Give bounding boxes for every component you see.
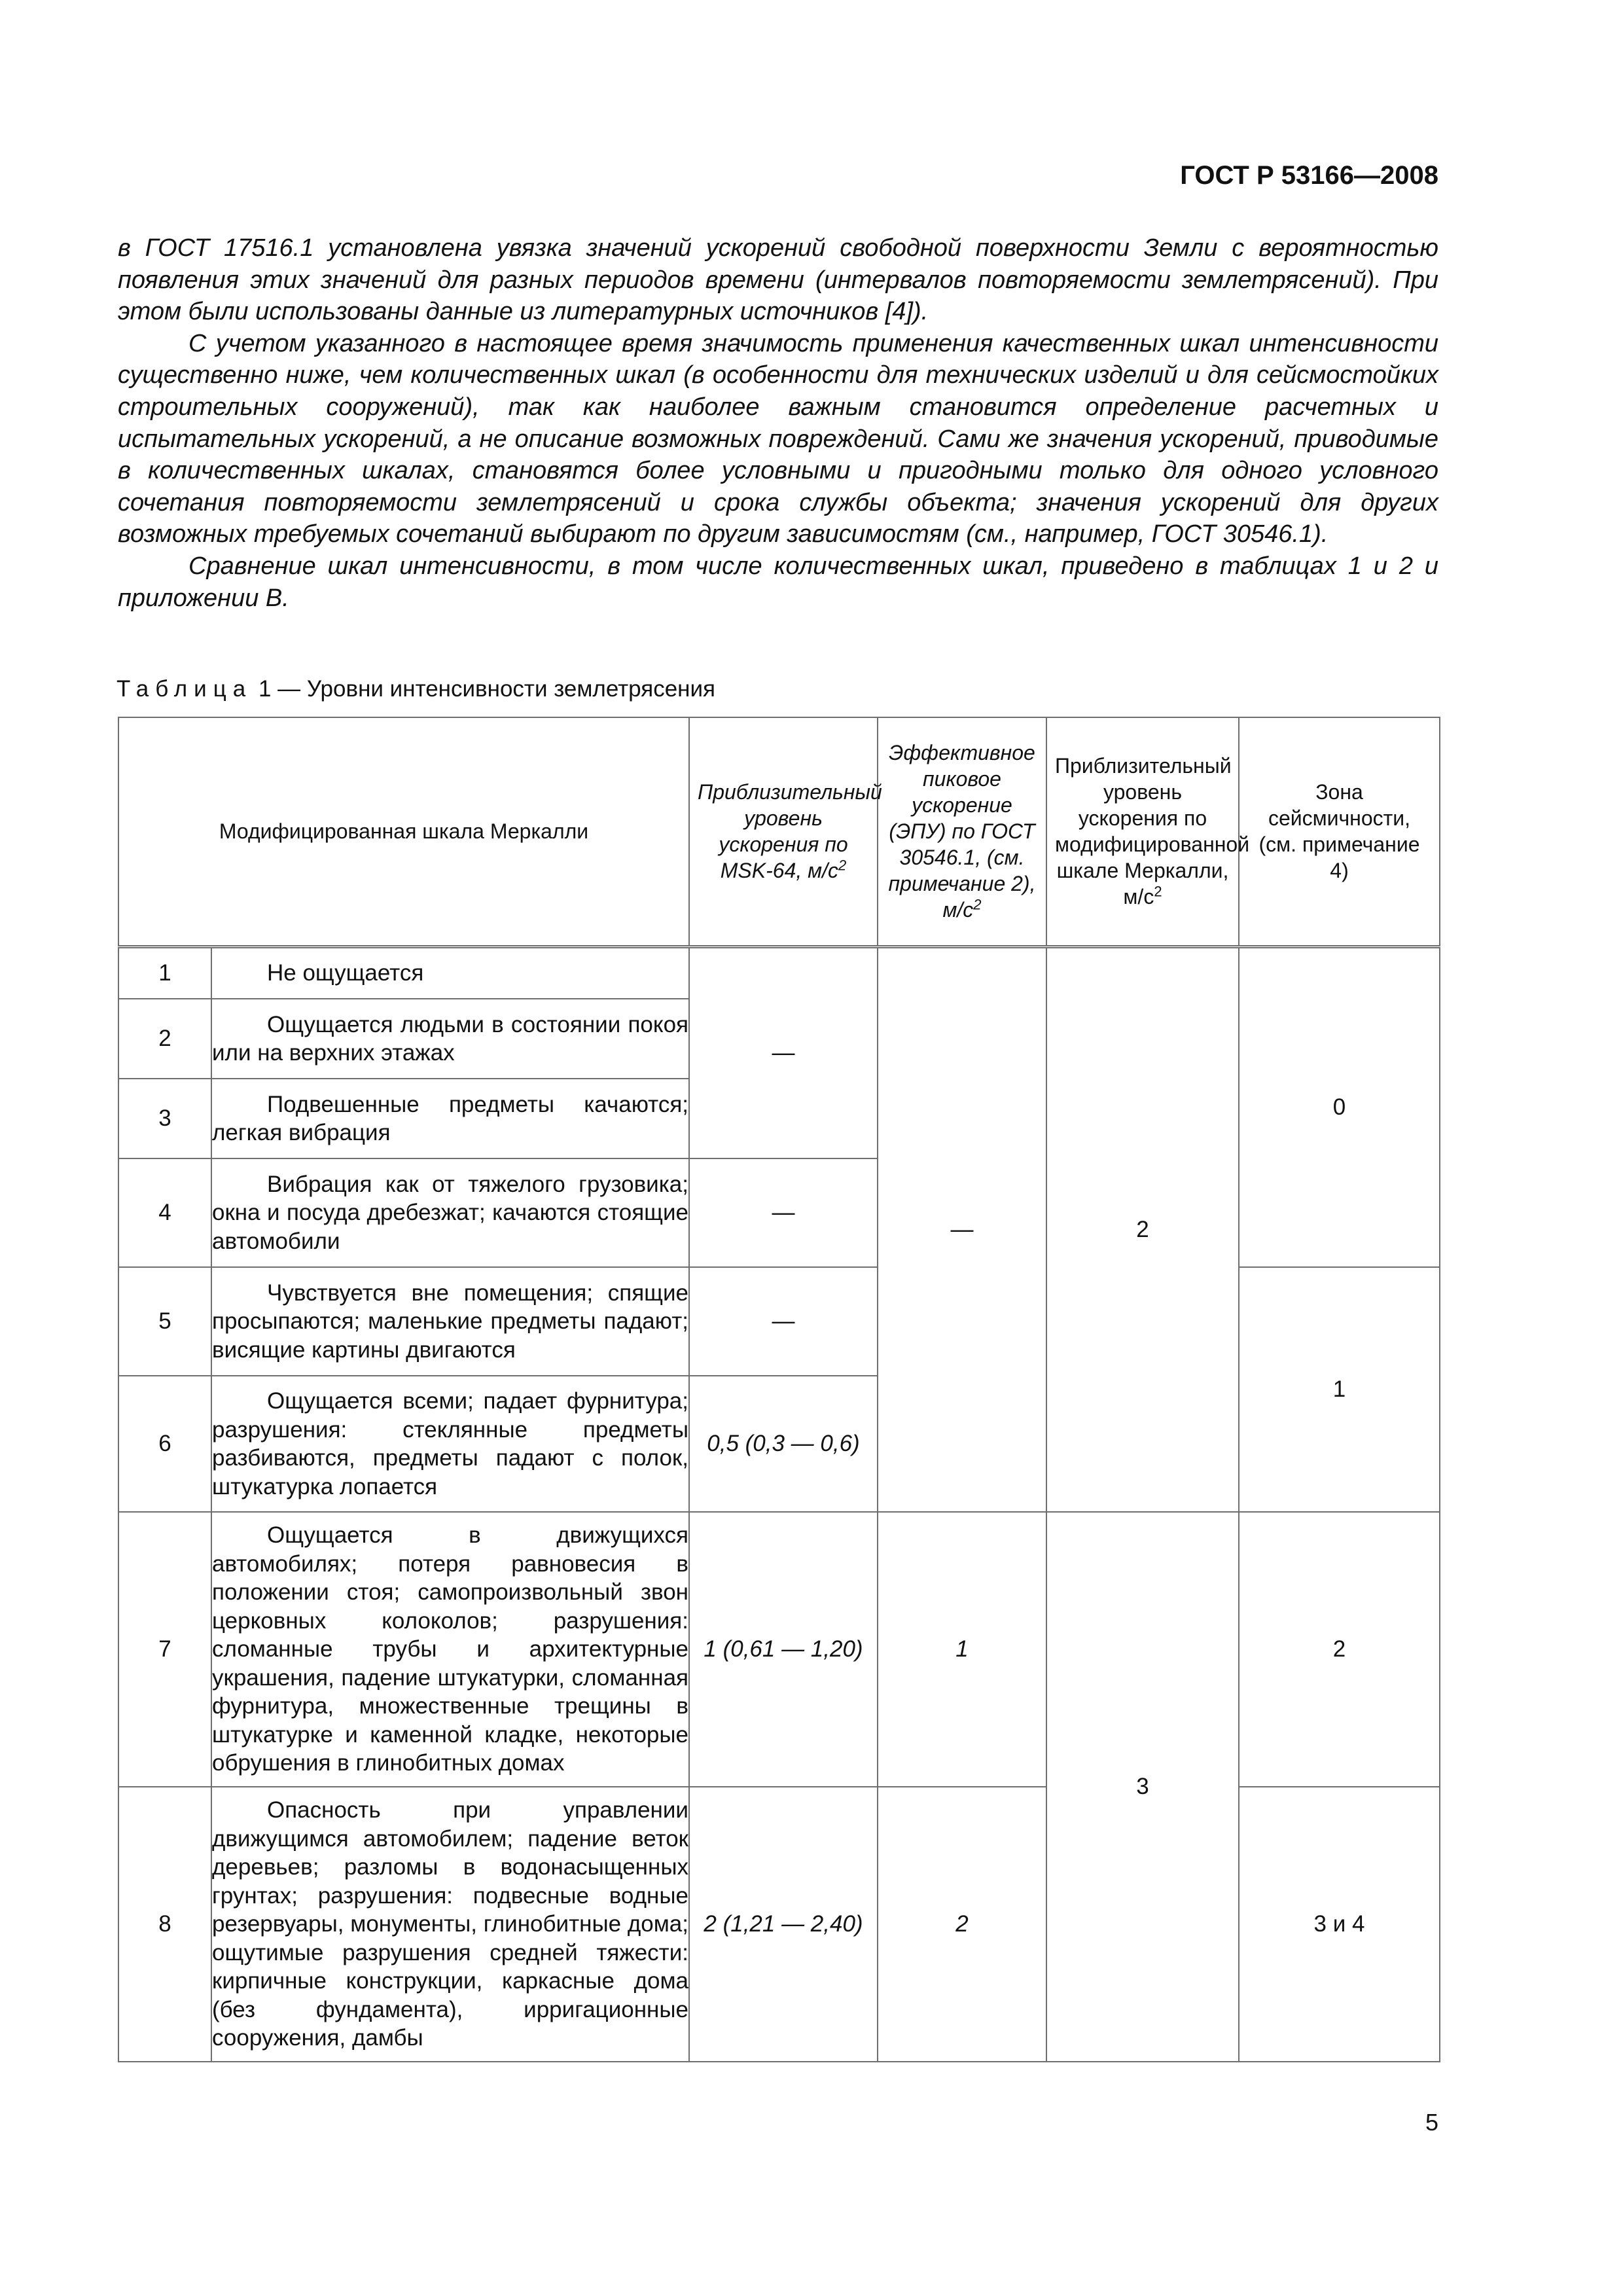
table-header-row: [118, 717, 1440, 946]
paragraph-scales-significance: С учетом указанного в настоящее время значимость применения качественных шкал интенсивности существенно ниже, чем количественных шкал (в особенности для технических изделий и для сейсмостойких строительных сооружений), так как наиболее важным становится определение расчетных и испытательных ускорений, а не описание возможных повреждений. Сами же значения ускорений, приводимые в количественных шкалах, становятся более условными и пригодными только для одного условного сочетания повторяемости землетрясений и срока службы объекта; значения ускорений для других возможных требуемых сочетаний выбирают по другим зависимостям (см., например, ГОСТ 30546.1).: [118, 329, 1438, 548]
level-number: 3: [118, 1079, 211, 1158]
table-row: [118, 1512, 1440, 1787]
level-description: Опасность при управлении движущимся автомобилем; падение веток деревьев; разломы в водонасыщенных грунтах; разрушения: подвесные водные резервуары, монументы, глинобитные дома; ощутимые разрушения средней тяжести: кирпичные конструкции, каркасные дома (без фундамента), ирригационные сооружения, дамбы: [211, 1787, 689, 2062]
epu-value: 2: [878, 1787, 1046, 2062]
msk-value: —: [689, 1158, 878, 1267]
table-row: [118, 946, 1440, 999]
level-number: 8: [118, 1787, 211, 2062]
level-description: Вибрация как от тяжелого грузовика; окна и посуда дребезжат; качаются стоящие автомобили: [211, 1158, 689, 1267]
level-number: 7: [118, 1512, 211, 1787]
level-number: 4: [118, 1158, 211, 1267]
msk-value: —: [689, 946, 878, 1158]
paragraph-comparison: Сравнение шкал интенсивности, в том числе количественных шкал, приведено в таблицах 1 и 2 и приложении В.: [118, 552, 1438, 612]
page-number: 5: [1425, 2109, 1438, 2136]
body-text: [118, 232, 1438, 614]
document-number-header: ГОСТ Р 53166—2008: [1180, 161, 1438, 190]
epu-value: —: [878, 946, 1046, 1512]
level-number: 2: [118, 999, 211, 1079]
level-description: Подвешенные предметы качаются; легкая вибрация: [211, 1079, 689, 1158]
level-number: 6: [118, 1376, 211, 1512]
msk-value: 1 (0,61 — 1,20): [689, 1512, 878, 1787]
header-msk-acceleration: Приблизительный уровень ускорения по MSK-64, $м/с^2$: [689, 717, 878, 946]
table-caption-number: 1: [258, 676, 272, 702]
header-mercalli-scale: Модифицированная шкала Меркалли: [118, 717, 689, 946]
level-number: 1: [118, 946, 211, 999]
level-description: Чувствуется вне помещения; спящие просыпаются; маленькие предметы падают; висящие картины двигаются: [211, 1267, 689, 1376]
seismic-zone-value: 3 и 4: [1239, 1787, 1440, 2062]
seismic-zone-value: 1: [1239, 1267, 1440, 1512]
header-seismic-zone: Зона сейсмичности, (см. примечание 4): [1239, 717, 1440, 946]
level-description: Ощущается всеми; падает фурнитура; разрушения: стеклянные предметы разбиваются, предметы падают с полок, штукатурка лопается: [211, 1376, 689, 1512]
level-description: Ощущается в движущихся автомобилях; потеря равновесия в положении стоя; самопроизвольный звон церковных колоколов; разрушения: сломанные трубы и архитектурные украшения, падение штукатурки, сломанная фурнитура, множественные трещины в штукатурке и каменной кладке, некоторые обрушения в глинобитных домах: [211, 1512, 689, 1787]
level-description: Ощущается людьми в состоянии покоя или на верхних этажах: [211, 999, 689, 1079]
epu-value: 1: [878, 1512, 1046, 1787]
table-row: [118, 1267, 1440, 1376]
seismic-zone-value: 2: [1239, 1512, 1440, 1787]
msk-value: —: [689, 1267, 878, 1376]
table-row: [118, 1787, 1440, 2062]
header-mercalli-acceleration: Приблизительный уровень ускорения по модифицированной шкале Меркалли, $м/с^2$: [1046, 717, 1239, 946]
msk-value: 0,5 (0,3 — 0,6): [689, 1376, 878, 1512]
level-number: 5: [118, 1267, 211, 1376]
table-caption: [116, 675, 715, 704]
level-description: Не ощущается: [211, 946, 689, 999]
table-caption-label: Таблица: [116, 676, 253, 702]
msk-value: 2 (1,21 — 2,40): [689, 1787, 878, 2062]
header-effective-peak-acceleration: Эффективное пиковое ускорение (ЭПУ) по ГОСТ 30546.1, (см. примечание 2), $м/с^2$: [878, 717, 1046, 946]
approx-mercalli-value: 2: [1046, 946, 1239, 1512]
seismic-zone-value: 0: [1239, 946, 1440, 1267]
paragraph-continuation: в ГОСТ 17516.1 установлена увязка значений ускорений свободной поверхности Земли с вероятностью появления этих значений для разных периодов времени (интервалов повторяемости землетрясений). При этом были использованы данные из литературных источников [4]).: [118, 234, 1438, 326]
table-caption-title: — Уровни интенсивности землетрясения: [277, 676, 715, 702]
approx-mercalli-value: 3: [1046, 1512, 1239, 2062]
intensity-levels-table: [118, 717, 1440, 2062]
